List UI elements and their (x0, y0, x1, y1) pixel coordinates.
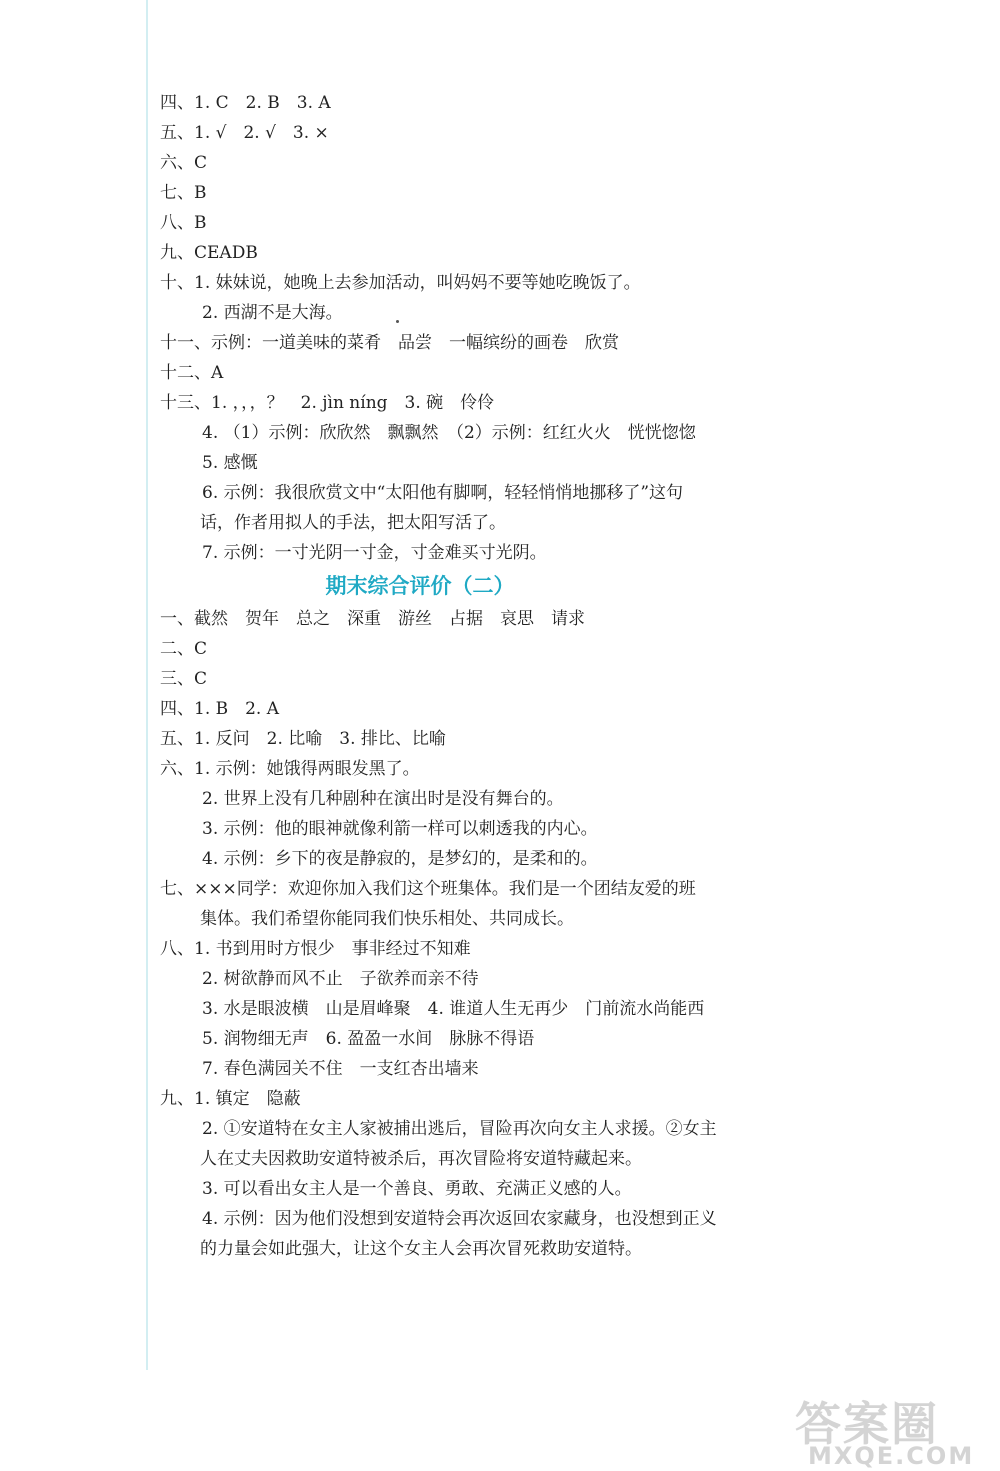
answer-line: 3. 示例：他的眼神就像利箭一样可以刺透我的内心。 (202, 819, 598, 839)
answer-line: 6. 示例：我很欣赏文中“太阳他有脚啊，轻轻悄悄地挪移了”这句 (202, 483, 684, 503)
answer-line: 七、B (160, 183, 207, 203)
answer-line: 话，作者用拟人的手法，把太阳写活了。 (200, 513, 506, 533)
answer-line: 4. 示例：因为他们没想到安道特会再次返回农家藏身，也没想到正义 (202, 1209, 717, 1229)
answer-line: 的力量会如此强大，让这个女主人会再次冒死救助安道特。 (200, 1239, 642, 1259)
section-title: 期末综合评价（二） (325, 574, 515, 598)
margin-divider (146, 0, 148, 1370)
answer-line: 九、CEADB (160, 243, 258, 263)
answer-line: 九、1. 镇定 隐蔽 (160, 1089, 301, 1109)
answer-line: 三、C (160, 669, 208, 689)
answer-line: 5. 润物细无声 6. 盈盈一水间 脉脉不得语 (202, 1029, 535, 1049)
answer-line: 八、1. 书到用时方恨少 事非经过不知难 (160, 939, 471, 959)
answer-line: 十、1. 妹妹说，她晚上去参加活动，叫妈妈不要等她吃晚饭了。 (160, 273, 641, 293)
answer-line: 人在丈夫因救助安道特被杀后，再次冒险将安道特藏起来。 (200, 1149, 642, 1169)
answer-line: 五、1. 反问 2. 比喻 3. 排比、比喻 (160, 729, 446, 749)
answer-line: 十三、1. ，，，？ 2. jìn níng 3. 碗 伶伶 (160, 393, 495, 413)
answer-line: 3. 可以看出女主人是一个善良、勇敢、充满正义感的人。 (202, 1179, 632, 1199)
answer-line: 7. 示例：一寸光阴一寸金，寸金难买寸光阴。 (202, 543, 547, 563)
answer-line: 四、1. C 2. B 3. A (160, 93, 331, 113)
answer-line: 五、1. √ 2. √ 3. × (160, 123, 329, 143)
answer-line: 7. 春色满园关不住 一支红杏出墙来 (202, 1059, 479, 1079)
answer-line: 5. 感慨 (202, 453, 258, 473)
answer-line: 集体。我们希望你能同我们快乐相处、共同成长。 (200, 909, 574, 929)
answer-line: 二、C (160, 639, 208, 659)
answer-line: 一、截然 贺年 总之 深重 游丝 占据 哀思 请求 (160, 609, 585, 629)
answer-line: 七、×××同学：欢迎你加入我们这个班集体。我们是一个团结友爱的班 (160, 879, 696, 899)
answer-line: 八、B (160, 213, 207, 233)
answer-content (160, 88, 800, 1264)
answer-line: 六、C (160, 153, 208, 173)
watermark-site: MXQE.COM (808, 1442, 975, 1470)
answer-line: 十一、示例：一道美味的菜肴 品尝 一幅缤纷的画卷 欣赏 (160, 333, 619, 353)
answer-line: 十二、A (160, 363, 224, 383)
answer-line: 4. （1）示例：欣欣然 飘飘然 （2）示例：红红火火 恍恍惚惚 (202, 423, 696, 443)
watermark-logo: 答案圈 (795, 1397, 939, 1451)
answer-line: 4. 示例：乡下的夜是静寂的，是梦幻的，是柔和的。 (202, 849, 598, 869)
answer-line: 3. 水是眼波横 山是眉峰聚 4. 谁道人生无再少 门前流水尚能西 (202, 999, 705, 1019)
answer-line: 2. 西湖不是大海。 (202, 303, 343, 323)
answer-line: 2. ①安道特在女主人家被捕出逃后，冒险再次向女主人求援。②女主 (202, 1119, 717, 1139)
answer-line: 六、1. 示例：她饿得两眼发黑了。 (160, 759, 420, 779)
answer-line: 2. 树欲静而风不止 子欲养而亲不待 (202, 969, 479, 989)
answer-line: 2. 世界上没有几种剧种在演出时是没有舞台的。 (202, 789, 564, 809)
answer-line: 四、1. B 2. A (160, 699, 280, 719)
